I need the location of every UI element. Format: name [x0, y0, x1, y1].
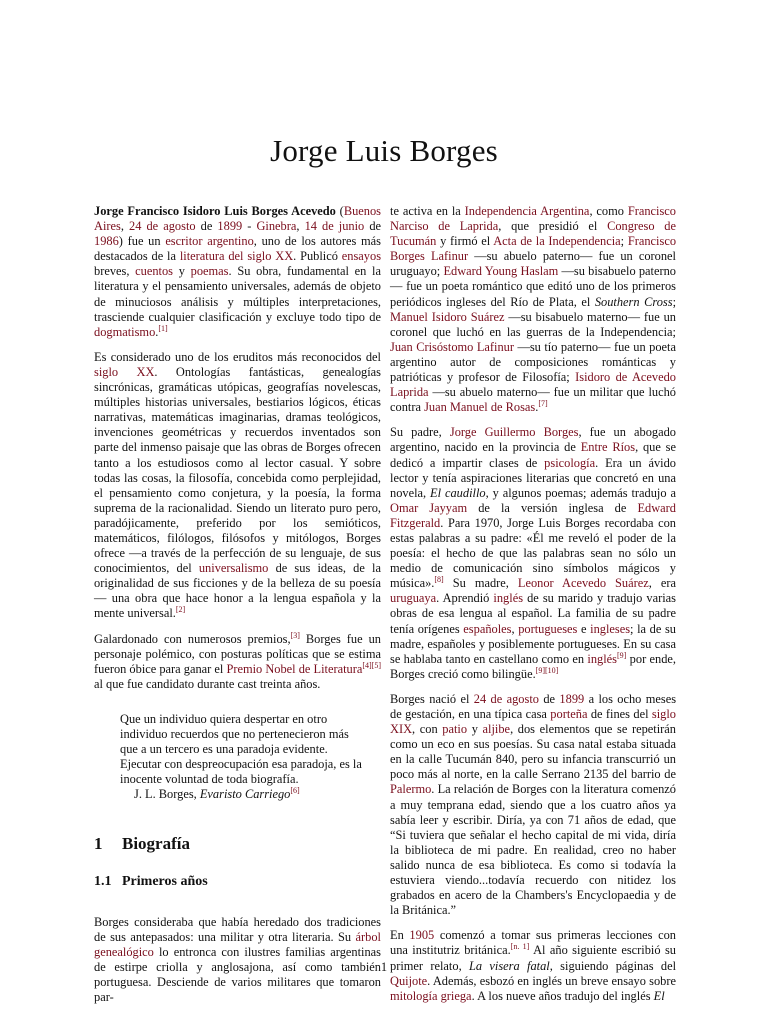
subsection-title: Primeros años: [122, 873, 208, 889]
wiki-link[interactable]: Francisco Borges Lafinur: [390, 234, 677, 264]
text-run: Su madre,: [443, 576, 518, 591]
text-run: Borges consideraba que había heredado dos tradiciones de sus antepasados: una militar y otra literaria. Su: [94, 914, 381, 944]
wiki-link[interactable]: 1905: [409, 928, 435, 943]
wiki-link[interactable]: Francisco Narciso de Laprida: [390, 204, 676, 234]
text-run: ; la de su madre, españoles y posiblemente portugueses. En su casa se hablaba tanto en castellano como en: [390, 621, 676, 666]
citation-ref[interactable]: [9]: [617, 650, 627, 660]
text-run: , que se dedicó a impartir clases de: [390, 440, 676, 470]
italic-title: El: [653, 988, 665, 1003]
wiki-link[interactable]: 24 de agosto: [129, 219, 196, 234]
wiki-link[interactable]: ingleses: [590, 621, 631, 636]
text-run: de sus ideas, de la originalidad de sus ficciones y de la belleza de su poesía— una obra que hace honor a la lengua española y la mente universal.: [94, 561, 381, 621]
wiki-link[interactable]: ensayos: [341, 249, 382, 264]
citation-ref[interactable]: [3]: [290, 630, 300, 640]
text-run: de la versión inglesa de: [467, 500, 638, 515]
wiki-link[interactable]: siglo XIX: [390, 707, 676, 737]
wiki-link[interactable]: literatura del siglo XX: [179, 249, 294, 264]
left-column: [94, 204, 381, 1015]
paragraph-antepasados: [390, 204, 676, 415]
text-run: te activa en la: [390, 204, 465, 218]
text-run: , que presidió el: [498, 219, 608, 234]
text-run: . Su obra, fundamental en la literatura y el pensamiento universales, además de objeto de minuciosos análisis y múltiples interpretaciones, trasciende cualquier clasificación y excluye todo tipo de: [94, 264, 381, 324]
text-run: , era: [648, 576, 676, 591]
text-run: . Publicó: [293, 249, 342, 264]
wiki-link[interactable]: 14 de junio: [304, 219, 365, 234]
text-run: —su bisabuelo materno— fue un coronel que luchó en las guerras de la Independencia;: [390, 309, 676, 339]
right-column: [390, 204, 676, 1014]
wiki-link[interactable]: porteña: [550, 707, 588, 721]
page-title: Jorge Luis Borges: [270, 132, 498, 168]
text-run: (: [335, 204, 344, 218]
epigraph-quote: [120, 712, 367, 803]
wiki-link[interactable]: Juan Crisóstomo Lafinur: [390, 339, 514, 354]
wiki-link[interactable]: uruguaya: [390, 591, 437, 606]
text-run: , dos elementos que se repetirán como un eco en sus poesías. Su casa natal estaba situada en la calle Tucumán 840, pero su infancia transcurrió un poco más al norte, en la calle Serrano 2135 del barrio de: [390, 722, 676, 782]
subsection-heading-primeros-anos: [94, 874, 381, 889]
text-run: , siguiendo páginas del: [549, 958, 677, 973]
text-run: Al año siguiente escribió su primer relato,: [390, 943, 676, 973]
text-run: ;: [672, 294, 677, 309]
text-run: lo entronca con ilustres familias argentinas de estirpe criolla y anglosajona, así como también portuguesa. Desciende de varios militares que tomaron par-: [94, 944, 381, 1005]
paragraph-padre: [390, 425, 676, 682]
text-run: , con: [412, 722, 443, 737]
text-run: Borges nació el: [390, 691, 474, 706]
text-run: comenzó a tomar sus primeras lecciones con una institutriz británica.: [390, 928, 676, 958]
section-title: Biografía: [122, 834, 190, 854]
wiki-link[interactable]: Omar Jayyam: [390, 500, 468, 515]
citation-ref[interactable]: [9][10]: [535, 665, 559, 675]
wiki-link[interactable]: Manuel Isidoro Suárez: [390, 309, 505, 324]
wiki-link[interactable]: siglo XX: [94, 364, 155, 379]
wiki-link[interactable]: Isidoro de Acevedo Laprida: [390, 370, 677, 400]
text-run: .: [155, 324, 159, 339]
wiki-link[interactable]: 1899: [559, 691, 585, 706]
quote-signature: [120, 787, 367, 802]
text-run: . Ontologías fantásticas, genealogías sincrónicas, gramáticas utópicas, geografías novelescas, múltiples historias universales, bestiarios lógicos, éticas narrativas, matemáticas imaginarias, dramas teológicos, invenciones geométricas y recuerdos inventados son parte del inmenso paisaje que las obras de Borges ofrecen tanto a los estudiosos como al lector casual. Y sobre todas las cosas, la filosofía, concebida como perplejidad, el pensamiento como conjetura, y la poesía, la forma suprema de la racionalidad. Siendo un literato puro pero, paradójicamente, preferido por los semióticos, matemáticos, filólogos, filósofos y mitólogos, Borges ofrece —a través de la perfección de su lenguaje, de sus conocimientos, del: [94, 364, 381, 576]
wiki-link[interactable]: Jorge Guillermo Borges: [449, 425, 579, 440]
wiki-link[interactable]: Edward Fitzgerald: [390, 500, 676, 530]
text-run: , uno de los autores más destacados de la: [94, 234, 381, 264]
subsection-number: 1.1: [94, 873, 112, 889]
text-run: de: [195, 219, 218, 234]
citation-ref[interactable]: [4][5]: [362, 660, 381, 670]
text-run: de fines del: [587, 707, 652, 721]
wiki-link[interactable]: Premio Nobel de Literatura: [226, 661, 363, 676]
wiki-link[interactable]: inglés: [587, 651, 618, 666]
citation-ref[interactable]: [7]: [538, 399, 548, 409]
page-number: 1: [380, 960, 388, 974]
wiki-link[interactable]: dogmatismo: [94, 324, 156, 339]
text-run: ,: [296, 219, 305, 234]
wiki-link[interactable]: Quijote: [390, 973, 428, 988]
wiki-link[interactable]: españoles: [463, 621, 512, 636]
wiki-link[interactable]: aljibe: [482, 722, 511, 737]
paragraph-intro: [94, 204, 381, 340]
text-run: En: [390, 928, 410, 943]
wiki-link[interactable]: Independencia Argentina: [464, 204, 590, 218]
wiki-link[interactable]: Leonor Acevedo Suárez: [517, 576, 649, 591]
citation-ref[interactable]: [2]: [175, 605, 186, 615]
text-run: ;: [620, 234, 628, 249]
wiki-link[interactable]: inglés: [493, 591, 524, 606]
text-run: al que fue candidato durante cast treinta años.: [94, 676, 321, 691]
bold-name: Jorge Francisco Isidoro Luis Borges Acevedo: [94, 204, 336, 218]
quote-work: Evaristo Carriego: [199, 787, 291, 802]
text-run: . A los nueve años tradujo del inglés: [471, 988, 654, 1003]
wiki-link[interactable]: universalismo: [198, 561, 269, 576]
text-run: . Era un ávido lector y tenía aspiraciones literarias que concretó en una novela,: [390, 455, 676, 500]
paragraph-premios: [94, 632, 381, 692]
wiki-link[interactable]: poemas: [190, 264, 229, 279]
text-run: . La relación de Borges con la literatura comenzó a muy temprana edad, siendo que a los cuatro años ya sabía leer y escribir. Diría, ya con 71 años de edad, que “Si tuviera que señalar el hecho capital de mi vida, diría la biblioteca de mi padre. En realidad, creo no haber salido nunca de esa biblioteca. Es como si todavía la estuviera viendo...todavía recuerdo con nitidez los grabados en acero de la Chambers's Encyclopaedia y de la Británica.”: [390, 782, 676, 918]
wiki-link[interactable]: Acta de la Independencia: [493, 234, 621, 249]
wiki-link[interactable]: Palermo: [390, 782, 432, 797]
wiki-link[interactable]: portugueses: [518, 621, 578, 636]
text-run: ,: [511, 621, 519, 636]
section-heading-biografia: [94, 834, 381, 854]
text-run: y: [467, 722, 483, 737]
quote-citation[interactable]: [6]: [290, 786, 300, 796]
wiki-link[interactable]: 24 de agosto: [473, 691, 539, 706]
text-run: , como: [589, 204, 628, 218]
wiki-link[interactable]: patio: [442, 722, 468, 737]
wiki-link[interactable]: 1899: [217, 219, 243, 234]
text-run: breves,: [94, 264, 136, 279]
italic-title: El caudillo: [430, 485, 486, 500]
text-run: , y algunos poemas; además tradujo a: [485, 485, 676, 500]
wiki-link[interactable]: árbol genealógico: [94, 929, 381, 959]
text-run: e: [577, 621, 591, 636]
text-run: y: [173, 264, 191, 279]
italic-title: La visera fatal: [469, 958, 550, 973]
wiki-link[interactable]: escritor argentino: [165, 234, 254, 249]
text-run: Su padre,: [390, 425, 450, 440]
text-run: —su abuelo materno— fue un militar que luchó contra: [390, 385, 676, 415]
text-run: Galardonado con numerosos premios,: [94, 631, 291, 646]
wiki-link[interactable]: Congreso de Tucumán: [390, 219, 676, 249]
wiki-link[interactable]: cuentos: [135, 264, 174, 279]
text-run: , fue un abogado argentino, nacido en la provincia de: [390, 425, 676, 455]
text-run: ) fue un: [118, 234, 166, 249]
text-run: Borges fue un personaje polémico, con posturas políticas que se estima fueron óbice para ganar el: [94, 631, 381, 676]
wiki-link[interactable]: mitología griega: [390, 988, 472, 1003]
text-run: ,: [120, 219, 130, 234]
wiki-link[interactable]: Ginebra: [256, 219, 297, 234]
text-run: -: [242, 219, 257, 234]
section-number: 1: [94, 834, 103, 854]
paragraph-erudito: [94, 350, 381, 622]
citation-ref[interactable]: [1]: [158, 323, 168, 333]
text-run: . Aprendió: [436, 591, 494, 606]
quote-text: Que un individuo quiera despertar en otro individuo recuerdos que no pertenecieron más que a un tercero es una paradoja evidente. Ejecutar con despreocupación esa paradoja, es la inocente voluntad de toda biografía.: [120, 711, 362, 787]
wiki-link[interactable]: Juan Manuel de Rosas: [424, 400, 536, 415]
text-run: —su abuelo paterno— fue un coronel uruguayo;: [390, 249, 676, 279]
wiki-link[interactable]: Entre Ríos: [580, 440, 636, 455]
wiki-link[interactable]: Edward Young Haslam: [443, 264, 559, 279]
text-run: por ende, Borges creció como bilingüe.: [390, 651, 677, 681]
wiki-link[interactable]: 1986: [94, 234, 119, 249]
citation-ref[interactable]: [n. 1]: [510, 942, 530, 952]
text-run: a los ocho meses de gestación, en una típica casa: [390, 691, 677, 721]
italic-title: Southern Cross: [594, 294, 673, 309]
text-run: de su marido y tradujo varias obras de esa lengua al español. La familia de su padre tenía orígenes: [390, 591, 676, 636]
text-run: —su tío paterno— fue un poeta argentino autor de composiciones románticas y patrióticas y profesor de Filosofía;: [390, 339, 676, 385]
text-run: de: [538, 691, 560, 706]
text-run: —su bisabuelo paterno— fue un poeta romántico que editó uno de los primeros periódicos ingleses del Río de Plata, el: [390, 264, 677, 309]
text-run: . Además, esbozó en inglés un breve ensayo sobre: [427, 973, 676, 988]
text-run: y firmó el: [436, 234, 494, 249]
citation-ref[interactable]: [8]: [434, 575, 444, 585]
text-run: Es considerado uno de los eruditos más reconocidos del: [94, 349, 381, 364]
paragraph-nacimiento: [390, 692, 676, 918]
text-run: de: [364, 219, 382, 234]
text-run: .: [535, 400, 539, 415]
wiki-link[interactable]: psicología: [544, 455, 596, 470]
text-run: . Para 1970, Jorge Luis Borges recordaba con estas palabras a su padre: «Él me reveló el poder de la poesía: el hecho de que las palabras sean no sólo un medio de comunicación sino símbolos mágicos y música».: [390, 515, 676, 591]
quote-author: J. L. Borges,: [134, 787, 200, 802]
wiki-link[interactable]: Buenos Aires: [94, 204, 381, 234]
